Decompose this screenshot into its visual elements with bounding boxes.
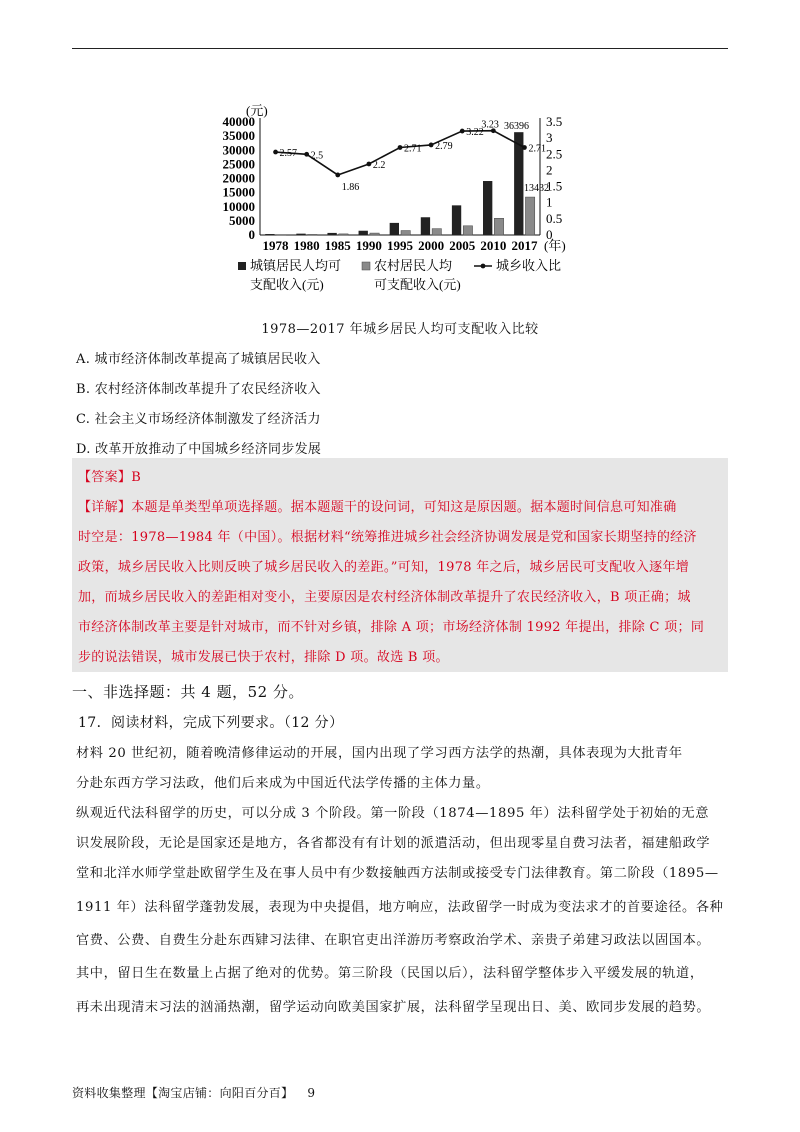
explanation-line-1 [78, 496, 677, 515]
explanation-tag: 【详解】 [78, 500, 132, 515]
chart-caption: 1978—2017 年城乡居民人均可支配收入比较 [261, 322, 539, 337]
legend-ratio-point [481, 264, 486, 269]
bar-rural [494, 218, 503, 235]
explanation-text-1: 本题是单类型单项选择题。据本题题干的设问词，可知这是原因题。据本题时间信息可知准确 [131, 500, 677, 515]
x-tick-label: 2005 [449, 238, 476, 253]
material-line-9: 再未出现清末习法的汹涌热潮，留学运动向欧美国家扩展，法科留学呈现出日、美、欧同步发展的趋势。 [76, 1000, 711, 1015]
right-tick-label: 2 [546, 162, 553, 178]
ratio-point [522, 145, 527, 150]
ratio-point [398, 145, 403, 150]
ratio-label: 2.79 [435, 140, 453, 152]
material-line-8: 其中，留日生在数量上占据了绝对的优势。第三阶段（民国以后），法科留学整体步入平缓发展的轨道， [76, 966, 704, 981]
option-a: A. 城市经济体制改革提高了城镇居民收入 [76, 352, 321, 367]
bar-urban [359, 231, 368, 235]
x-tick-label: 2010 [480, 238, 507, 253]
ratio-point [335, 173, 340, 178]
bar-urban [327, 233, 336, 235]
x-tick-label: 1995 [387, 238, 413, 253]
right-tick-label: 0.5 [546, 210, 563, 226]
y-unit-label: (元) [246, 103, 268, 118]
bar-urban [514, 132, 523, 235]
left-tick-label: 40000 [222, 114, 255, 129]
section-heading: 一、非选择题：共 4 题，52 分。 [72, 683, 304, 701]
bar-rural [432, 229, 441, 235]
option-b: B. 农村经济体制改革提升了农民经济收入 [76, 382, 321, 397]
legend-urban-swatch [238, 262, 246, 270]
bar-urban [483, 181, 492, 235]
right-tick-label: 1.5 [546, 178, 563, 194]
legend-urban-label-1: 城镇居民人均可 [250, 258, 342, 273]
explanation-line-6: 步的说法错误，城市发展已快于农村，排除 D 项。故选 B 项。 [78, 650, 449, 665]
material-line-3: 纵观近代法科留学的历史，可以分成 3 个阶段。第一阶段（1874—1895 年）法科留学处于初始的无意 [76, 806, 709, 821]
explanation-line-4: 加，而城乡居民收入的差距相对变小，主要原因是农村经济体制改革提升了农民经济收入，B 项正确；城 [78, 590, 691, 605]
explanation-line-2: 时空是：1978—1984 年（中国）。根据材料“统筹推进城乡社会经济协调发展是党和国家长期坚持的经济 [78, 530, 697, 545]
ratio-label: 3.22 [466, 127, 484, 139]
x-unit-label: (年) [544, 238, 566, 253]
bar-rural [370, 233, 379, 235]
footer-text: 资料收集整理【淘宝店铺：向阳百分百】 [72, 1086, 294, 1100]
left-tick-label: 15000 [222, 184, 255, 200]
legend-rural-swatch [362, 262, 370, 270]
material-line-4: 识发展阶段，无论是国家还是地方，各省都没有有计划的派遣活动，但出现零星自费习法者，福建船政学 [76, 836, 711, 851]
bar-rural [463, 226, 472, 235]
page-number: 9 [307, 1086, 316, 1100]
ratio-label: 2.71 [528, 143, 546, 155]
material-line-5: 堂和北洋水师学堂赴欧留学生及在事人员中有少数接触西方法制或接受专门法律教育。第二阶段（1895— [76, 866, 719, 881]
option-d: D. 改革开放推动了中国城乡经济同步发展 [76, 442, 322, 457]
left-tick-label: 10000 [222, 198, 255, 214]
bar-rural [308, 234, 317, 235]
answer-value: B [131, 470, 142, 485]
ratio-label: 1.86 [341, 181, 360, 193]
ratio-label: 2.2 [372, 159, 386, 171]
x-tick-label: 2017 [511, 238, 538, 253]
right-tick-label: 2.5 [546, 146, 563, 162]
ratio-point [366, 162, 371, 167]
ratio-point [304, 152, 309, 157]
x-tick-label: 1980 [293, 238, 320, 253]
income-chart [210, 100, 610, 300]
explanation-line-3: 政策，城乡居民收入比则反映了城乡居民收入的差距。”可知，1978 年之后，城乡居民可支配收入逐年增 [78, 560, 690, 575]
ratio-point [429, 143, 434, 148]
ratio-label: 2.5 [310, 150, 324, 162]
right-tick-label: 3.5 [546, 114, 563, 129]
x-tick-label: 1985 [324, 238, 351, 253]
left-tick-label: 35000 [222, 128, 255, 144]
left-tick-label: 0 [248, 227, 255, 242]
page-footer [72, 1084, 315, 1101]
question-17: 17．阅读材料，完成下列要求。（12 分） [78, 715, 344, 731]
bar-urban [265, 234, 274, 235]
bar-rural [339, 234, 348, 235]
left-tick-label: 30000 [222, 142, 255, 158]
bar-urban [452, 205, 461, 235]
bar-urban [390, 223, 399, 235]
legend-urban-label-2: 支配收入(元) [250, 277, 324, 292]
legend-rural-label-2: 可支配收入(元) [374, 277, 461, 292]
ratio-label: 2.57 [279, 148, 298, 160]
x-tick-label: 1990 [355, 238, 382, 253]
header-rule [72, 48, 728, 49]
left-tick-label: 20000 [222, 170, 255, 186]
material-line-1: 材料 20 世纪初，随着晚清修律运动的开展，国内出现了学习西方法学的热潮，具体表现为大批青年 [76, 746, 683, 761]
right-tick-label: 0 [546, 227, 553, 242]
left-tick-label: 25000 [222, 156, 255, 172]
bar-urban [296, 234, 305, 235]
ratio-point [460, 129, 465, 134]
x-tick-label: 1978 [262, 238, 289, 253]
explanation-line-5: 市经济体制改革主要是针对城市，而不针对乡镇，排除 A 项；市场经济体制 1992 年提出，排除 C 项；同 [78, 620, 705, 635]
bar-rural [401, 231, 410, 235]
right-tick-label: 1 [546, 194, 553, 210]
legend-ratio-label: 城乡收入比 [496, 258, 562, 273]
x-tick-label: 2000 [418, 238, 445, 253]
answer-line [78, 466, 141, 485]
ratio-label: 3.23 [481, 119, 499, 131]
bar-rural [525, 197, 534, 235]
material-line-2: 分赴东西方学习法政，他们后来成为中国近代法学传播的主体力量。 [76, 776, 490, 791]
urban-2017-label: 36396 [503, 121, 529, 133]
bar-urban [421, 217, 430, 235]
ratio-point [273, 150, 278, 155]
rural-2017-label: 13432 [523, 183, 549, 195]
material-line-7: 官费、公费、自费生分赴东西肄习法律、在职官吏出洋游历考察政治学术、亲贵子弟建习政法以固国本。 [76, 933, 711, 948]
option-c: C. 社会主义市场经济体制激发了经济活力 [76, 412, 321, 427]
right-tick-label: 3 [546, 130, 553, 146]
material-line-6: 1911 年）法科留学蓬勃发展，表现为中央提倡，地方响应，法政留学一时成为变法求才的首要途径。各种 [76, 900, 724, 915]
answer-tag: 【答案】 [78, 470, 132, 485]
legend-rural-label-1: 农村居民人均 [374, 258, 453, 273]
ratio-label: 2.71 [404, 143, 422, 155]
left-tick-label: 5000 [229, 212, 255, 228]
